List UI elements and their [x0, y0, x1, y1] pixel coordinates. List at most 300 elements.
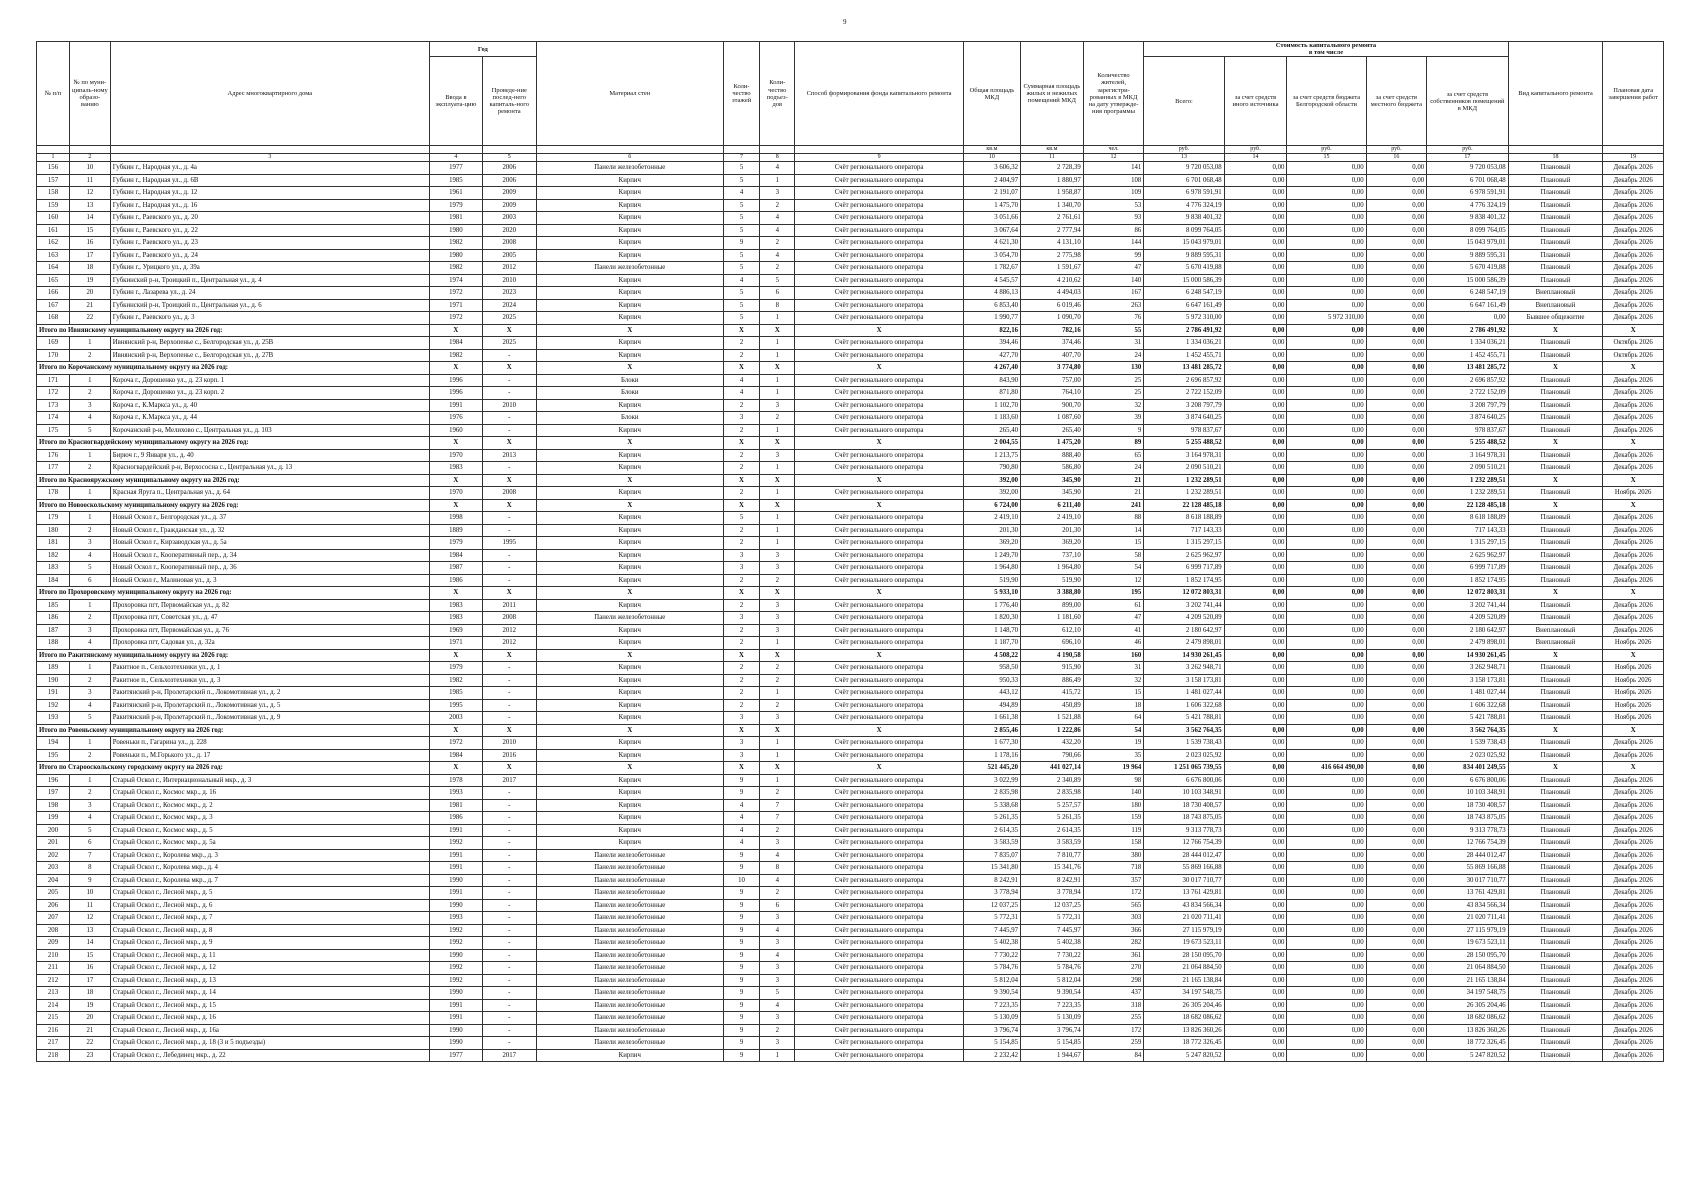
table-cell: -	[482, 862, 536, 875]
table-cell: 28 150 095,70	[1144, 949, 1224, 962]
table-cell: 2	[70, 749, 111, 762]
table-cell: 172	[1083, 887, 1144, 900]
table-cell: 15	[70, 949, 111, 962]
address-cell: Старый Оскол г., Лесной мкр., д. 11	[110, 949, 429, 962]
table-cell: Плановый	[1508, 512, 1603, 525]
table-cell: Декабрь 2026	[1603, 199, 1664, 212]
table-cell: 0,00	[1366, 662, 1427, 675]
table-cell: Плановый	[1508, 187, 1603, 200]
table-cell: 437	[1083, 987, 1144, 1000]
table-cell: 20	[70, 1012, 111, 1025]
table-cell: 2	[723, 449, 759, 462]
table-cell: 0,00	[1287, 862, 1366, 875]
table-cell: 2	[70, 612, 111, 625]
subtotal-cell: 0,00	[1224, 762, 1287, 775]
table-cell: 2009	[482, 187, 536, 200]
table-cell: -	[482, 874, 536, 887]
subtotal-cell: X	[429, 499, 482, 512]
table-cell: 1	[70, 774, 111, 787]
subtotal-cell: 0,00	[1224, 499, 1287, 512]
subtotal-cell: X	[429, 724, 482, 737]
subtotal-cell: X	[429, 649, 482, 662]
table-cell: 1972	[429, 312, 482, 325]
table-cell: Плановый	[1508, 899, 1603, 912]
table-cell: Панели железобетонные	[536, 974, 723, 987]
table-cell: 1	[70, 512, 111, 525]
table-cell: 0,00	[1366, 862, 1427, 875]
table-cell: Декабрь 2026	[1603, 312, 1664, 325]
table-cell: Счёт регионального оператора	[795, 874, 963, 887]
table-cell: -	[482, 712, 536, 725]
table-cell: 3	[723, 712, 759, 725]
table-cell: Счёт регионального оператора	[795, 449, 963, 462]
table-cell: 1985	[429, 687, 482, 700]
table-cell: Декабрь 2026	[1603, 174, 1664, 187]
table-cell: 2	[70, 349, 111, 362]
table-cell: 1991	[429, 999, 482, 1012]
table-cell: 0,00	[1224, 599, 1287, 612]
table-cell: Декабрь 2026	[1603, 1049, 1664, 1062]
table-cell: 202	[37, 849, 70, 862]
table-cell: 5 257,57	[1021, 799, 1084, 812]
table-cell: 180	[1083, 799, 1144, 812]
table-cell: Плановый	[1508, 524, 1603, 537]
table-cell: 3 262 948,71	[1427, 662, 1509, 675]
table-cell: 3 208 797,79	[1427, 399, 1509, 412]
table-cell: -	[482, 924, 536, 937]
column-number-cell: 9	[795, 154, 963, 162]
subtotal-cell: X	[536, 324, 723, 337]
table-cell: 2 479 898,01	[1144, 637, 1224, 650]
table-cell: Плановый	[1508, 337, 1603, 350]
subtotal-cell: X	[1603, 362, 1664, 375]
table-cell: 0,00	[1287, 824, 1366, 837]
table-cell: 0,00	[1224, 962, 1287, 975]
subtotal-cell: X	[795, 324, 963, 337]
table-cell: 218	[37, 1049, 70, 1062]
table-cell: 0,00	[1366, 387, 1427, 400]
table-cell: 0,00	[1287, 612, 1366, 625]
table-cell: 1889	[429, 524, 482, 537]
table-cell: 2013	[482, 449, 536, 462]
table-cell: Плановый	[1508, 174, 1603, 187]
subtotal-cell: X	[1508, 324, 1603, 337]
table-cell: 5 972 310,00	[1287, 312, 1366, 325]
table-cell: 1980	[429, 249, 482, 262]
subtotal-cell: X	[1508, 474, 1603, 487]
table-row	[37, 187, 1664, 200]
table-cell: 0,00	[1287, 899, 1366, 912]
table-cell: 84	[1083, 1049, 1144, 1062]
table-cell: Плановый	[1508, 962, 1603, 975]
table-cell: Панели железобетонные	[536, 849, 723, 862]
table-cell: 1 521,88	[1021, 712, 1084, 725]
table-row	[37, 349, 1664, 362]
table-cell: 0,00	[1224, 737, 1287, 750]
table-cell: 6 853,40	[963, 299, 1020, 312]
table-cell: Счёт регионального оператора	[795, 674, 963, 687]
table-cell: 2	[723, 687, 759, 700]
header-address: Адрес многоквартирного дома	[110, 42, 429, 146]
table-cell: 0,00	[1366, 599, 1427, 612]
table-row	[37, 1037, 1664, 1050]
table-cell: Панели железобетонные	[536, 1037, 723, 1050]
table-cell: 0,00	[1287, 912, 1366, 925]
table-cell: 2010	[482, 737, 536, 750]
table-cell: 99	[1083, 249, 1144, 262]
table-cell: Кирпич	[536, 712, 723, 725]
table-cell: 0,00	[1366, 949, 1427, 962]
table-cell: Панели железобетонные	[536, 862, 723, 875]
subtotal-row	[37, 587, 1664, 600]
table-cell: Плановый	[1508, 462, 1603, 475]
table-cell: 201,30	[1021, 524, 1084, 537]
table-cell: 46	[1083, 637, 1144, 650]
subtotal-cell: 1 251 065 739,55	[1144, 762, 1224, 775]
table-cell: Счёт регионального оператора	[795, 287, 963, 300]
table-cell: 0,00	[1366, 1049, 1427, 1062]
table-cell: 1	[760, 487, 795, 500]
subtotal-cell: X	[1603, 437, 1664, 450]
subtotal-cell: X	[1603, 324, 1664, 337]
table-cell: 2	[723, 462, 759, 475]
table-cell: 177	[37, 462, 70, 475]
table-cell: 1991	[429, 862, 482, 875]
table-cell: 1990	[429, 949, 482, 962]
table-cell: Декабрь 2026	[1603, 449, 1664, 462]
table-cell: 3	[723, 612, 759, 625]
table-cell: 4	[723, 799, 759, 812]
table-cell: Плановый	[1508, 1024, 1603, 1037]
table-cell: 0,00	[1366, 399, 1427, 412]
table-cell: -	[482, 837, 536, 850]
table-cell: 2	[723, 399, 759, 412]
table-cell: Декабрь 2026	[1603, 237, 1664, 250]
table-cell: 21	[1083, 487, 1144, 500]
table-cell: Декабрь 2026	[1603, 424, 1664, 437]
table-cell: Счёт регионального оператора	[795, 462, 963, 475]
subtotal-cell: X	[723, 437, 759, 450]
table-cell: 1970	[429, 449, 482, 462]
table-cell: 0,00	[1287, 812, 1366, 825]
column-number-cell: 11	[1021, 154, 1084, 162]
table-cell: 3	[760, 974, 795, 987]
table-cell: 450,89	[1021, 699, 1084, 712]
header-floors: Коли-чество этажей	[723, 42, 759, 146]
table-cell: 76	[1083, 312, 1144, 325]
table-cell: 175	[37, 424, 70, 437]
table-cell: 13 761 429,81	[1144, 887, 1224, 900]
table-cell: 5 402,38	[1021, 937, 1084, 950]
table-cell: Кирпич	[536, 1049, 723, 1062]
address-cell: Ракитное п., Сельхозтехники ул., д. 1	[110, 662, 429, 675]
subtotal-cell: 441 027,14	[1021, 762, 1084, 775]
table-cell: 35	[1083, 749, 1144, 762]
table-cell: 141	[1083, 162, 1144, 175]
table-cell: 10 103 348,91	[1144, 787, 1224, 800]
table-cell: 164	[37, 262, 70, 275]
table-cell: 5 247 820,52	[1427, 1049, 1509, 1062]
table-cell: 4	[723, 387, 759, 400]
table-cell: 9 889 595,31	[1427, 249, 1509, 262]
table-row	[37, 949, 1664, 962]
table-cell: 2020	[482, 224, 536, 237]
table-row	[37, 912, 1664, 925]
address-cell: Старый Оскол г., Космос мкр., д. 5	[110, 824, 429, 837]
subtotal-cell: 392,00	[963, 474, 1020, 487]
table-cell: Декабрь 2026	[1603, 899, 1664, 912]
table-cell: 178	[37, 487, 70, 500]
table-cell: Плановый	[1508, 974, 1603, 987]
table-cell: 158	[1083, 837, 1144, 850]
table-cell: 209	[37, 937, 70, 950]
table-cell: 265,40	[963, 424, 1020, 437]
table-cell: 2 625 962,97	[1144, 549, 1224, 562]
table-cell: 1 148,70	[963, 624, 1020, 637]
table-cell: 1	[760, 749, 795, 762]
table-row	[37, 599, 1664, 612]
subtotal-cell: X	[760, 474, 795, 487]
table-cell: 2	[70, 787, 111, 800]
unit-cell	[536, 146, 723, 154]
table-cell: 27 115 979,19	[1144, 924, 1224, 937]
subtotal-cell: 0,00	[1224, 649, 1287, 662]
table-cell: Декабрь 2026	[1603, 537, 1664, 550]
table-cell: 184	[37, 574, 70, 587]
table-cell: Декабрь 2026	[1603, 974, 1664, 987]
table-cell: 0,00	[1224, 299, 1287, 312]
subtotal-cell: 0,00	[1224, 324, 1287, 337]
table-cell: 5	[723, 212, 759, 225]
table-cell: 4	[760, 849, 795, 862]
address-cell: Ракитное п., Сельхозтехники ул., д. 3	[110, 674, 429, 687]
table-cell: 0,00	[1366, 199, 1427, 212]
table-cell: Счёт регионального оператора	[795, 824, 963, 837]
table-cell: 0,00	[1287, 874, 1366, 887]
table-cell: 5 247 820,52	[1144, 1049, 1224, 1062]
table-cell: 0,00	[1366, 187, 1427, 200]
table-cell: 3 067,64	[963, 224, 1020, 237]
table-row	[37, 774, 1664, 787]
table-cell: 1	[70, 662, 111, 675]
table-cell: 2005	[482, 249, 536, 262]
table-cell: 5	[760, 274, 795, 287]
subtotal-cell: 130	[1083, 362, 1144, 375]
subtotal-cell: X	[795, 437, 963, 450]
table-cell: 168	[37, 312, 70, 325]
table-row	[37, 249, 1664, 262]
subtotal-cell: X	[429, 362, 482, 375]
address-cell: Короча г., Дорошенко ул., д. 23 корп. 1	[110, 374, 429, 387]
table-cell: 1	[760, 524, 795, 537]
table-cell: 0,00	[1287, 837, 1366, 850]
table-cell: 3 583,59	[963, 837, 1020, 850]
table-cell: 108	[1083, 174, 1144, 187]
subtotal-label: Итого по Корочанскому муниципальному округу на 2026 год:	[37, 362, 430, 375]
table-cell: 0,00	[1366, 849, 1427, 862]
table-row	[37, 399, 1664, 412]
table-cell: 2003	[482, 212, 536, 225]
table-cell: Внеплановый	[1508, 299, 1603, 312]
table-row	[37, 387, 1664, 400]
table-cell: 1972	[429, 287, 482, 300]
table-cell: Кирпич	[536, 449, 723, 462]
table-cell: 0,00	[1287, 562, 1366, 575]
table-cell: 61	[1083, 599, 1144, 612]
table-cell: Плановый	[1508, 412, 1603, 425]
table-cell: 4	[70, 412, 111, 425]
table-cell: 0,00	[1224, 924, 1287, 937]
table-cell: 0,00	[1224, 637, 1287, 650]
table-cell: Кирпич	[536, 774, 723, 787]
table-cell: 2009	[482, 199, 536, 212]
table-cell: 217	[37, 1037, 70, 1050]
subtotal-cell: 3 562 764,35	[1144, 724, 1224, 737]
column-number-cell: 6	[536, 154, 723, 162]
units-row	[37, 146, 1664, 154]
table-cell: 9	[723, 774, 759, 787]
header-mun-n: № по муни-ципаль-ному образо-ванию	[70, 42, 111, 146]
table-cell: 15	[70, 224, 111, 237]
table-cell: 415,72	[1021, 687, 1084, 700]
subtotal-cell: 0,00	[1224, 587, 1287, 600]
table-cell: 303	[1083, 912, 1144, 925]
table-cell: 6	[760, 287, 795, 300]
table-cell: Кирпич	[536, 349, 723, 362]
table-cell: 0,00	[1366, 987, 1427, 1000]
unit-cell	[110, 146, 429, 154]
column-number-cell: 2	[70, 154, 111, 162]
table-cell: Кирпич	[536, 599, 723, 612]
table-cell: 1 090,70	[1021, 312, 1084, 325]
table-cell: 0,00	[1287, 462, 1366, 475]
table-cell: Плановый	[1508, 424, 1603, 437]
table-cell: Плановый	[1508, 262, 1603, 275]
table-cell: Кирпич	[536, 312, 723, 325]
table-cell: 9	[723, 887, 759, 900]
table-cell: 0,00	[1287, 424, 1366, 437]
address-cell: Губкин г., Лазарева ул., д. 24	[110, 287, 429, 300]
table-cell: Декабрь 2026	[1603, 1012, 1664, 1025]
table-row	[37, 374, 1664, 387]
table-cell: -	[482, 962, 536, 975]
table-cell: 1979	[429, 537, 482, 550]
table-cell: -	[482, 1012, 536, 1025]
table-cell: 9	[723, 949, 759, 962]
subtotal-cell: 3 388,80	[1021, 587, 1084, 600]
table-cell: Декабрь 2026	[1603, 787, 1664, 800]
table-cell: Счёт регионального оператора	[795, 312, 963, 325]
table-cell: 19 673 523,11	[1144, 937, 1224, 950]
table-cell: 3 874 640,25	[1427, 412, 1509, 425]
table-cell: Плановый	[1508, 987, 1603, 1000]
table-cell: Внеплановый	[1508, 287, 1603, 300]
address-cell: Губкинский р-н, Троицкий п., Центральная ул., д. 6	[110, 299, 429, 312]
table-cell: 30 017 710,77	[1427, 874, 1509, 887]
table-cell: Счёт регионального оператора	[795, 974, 963, 987]
subtotal-cell: 0,00	[1366, 649, 1427, 662]
table-cell: 0,00	[1366, 612, 1427, 625]
table-cell: 8	[760, 299, 795, 312]
subtotal-row	[37, 762, 1664, 775]
table-cell: 0,00	[1224, 274, 1287, 287]
table-cell: 0,00	[1366, 699, 1427, 712]
table-cell: 21 165 138,84	[1427, 974, 1509, 987]
table-cell: -	[482, 849, 536, 862]
subtotal-cell: X	[760, 724, 795, 737]
table-cell: 5 670 419,88	[1427, 262, 1509, 275]
table-cell: 58	[1083, 549, 1144, 562]
table-cell: 1992	[429, 937, 482, 950]
table-cell: 2012	[482, 637, 536, 650]
table-cell: 1971	[429, 299, 482, 312]
table-cell: 5	[723, 512, 759, 525]
table-cell: 4	[70, 699, 111, 712]
table-cell: 0,00	[1366, 574, 1427, 587]
table-row	[37, 799, 1664, 812]
table-cell: Счёт регионального оператора	[795, 999, 963, 1012]
table-cell: Декабрь 2026	[1603, 274, 1664, 287]
table-cell: 194	[37, 737, 70, 750]
table-row	[37, 974, 1664, 987]
table-cell: Ноябрь 2026	[1603, 712, 1664, 725]
subtotal-cell: 0,00	[1287, 649, 1366, 662]
table-cell: 0,00	[1287, 262, 1366, 275]
table-cell: 3	[760, 1012, 795, 1025]
table-cell: 2 696 857,92	[1427, 374, 1509, 387]
table-cell: 0,00	[1287, 974, 1366, 987]
table-cell: Плановый	[1508, 674, 1603, 687]
table-cell: 298	[1083, 974, 1144, 987]
table-cell: 12 766 754,39	[1144, 837, 1224, 850]
subtotal-row	[37, 724, 1664, 737]
table-cell: 19	[70, 999, 111, 1012]
table-cell: 1	[70, 449, 111, 462]
table-cell: 1 232 289,51	[1144, 487, 1224, 500]
subtotal-cell: 0,00	[1366, 762, 1427, 775]
table-cell: 187	[37, 624, 70, 637]
header-cost-owners: за счет средств собственников помещений в МКД	[1427, 57, 1509, 146]
table-cell: -	[482, 662, 536, 675]
table-cell: 9	[723, 862, 759, 875]
header-fund-method: Способ формирования фонда капитального ремонта	[795, 42, 963, 146]
table-cell: Декабрь 2026	[1603, 462, 1664, 475]
table-cell: 871,80	[963, 387, 1020, 400]
table-cell: 1 315 297,15	[1144, 537, 1224, 550]
table-cell: 1993	[429, 787, 482, 800]
table-cell: 10	[723, 874, 759, 887]
table-cell: 1971	[429, 637, 482, 650]
subtotal-cell: 0,00	[1224, 724, 1287, 737]
table-cell: 1 606 322,68	[1427, 699, 1509, 712]
table-cell: 2	[723, 524, 759, 537]
table-cell: 0,00	[1287, 487, 1366, 500]
table-cell: 10	[70, 162, 111, 175]
subtotal-cell: 0,00	[1366, 724, 1427, 737]
table-cell: 0,00	[1224, 687, 1287, 700]
table-cell: 1986	[429, 574, 482, 587]
table-cell: 1990	[429, 1037, 482, 1050]
table-cell: Декабрь 2026	[1603, 624, 1664, 637]
table-cell: Счёт регионального оператора	[795, 637, 963, 650]
subtotal-cell: 0,00	[1366, 362, 1427, 375]
table-cell: 0,00	[1427, 312, 1509, 325]
table-cell: -	[482, 549, 536, 562]
table-cell: Счёт регионального оператора	[795, 937, 963, 950]
subtotal-cell: X	[795, 587, 963, 600]
table-cell: Плановый	[1508, 937, 1603, 950]
subtotal-cell: 4 267,40	[963, 362, 1020, 375]
